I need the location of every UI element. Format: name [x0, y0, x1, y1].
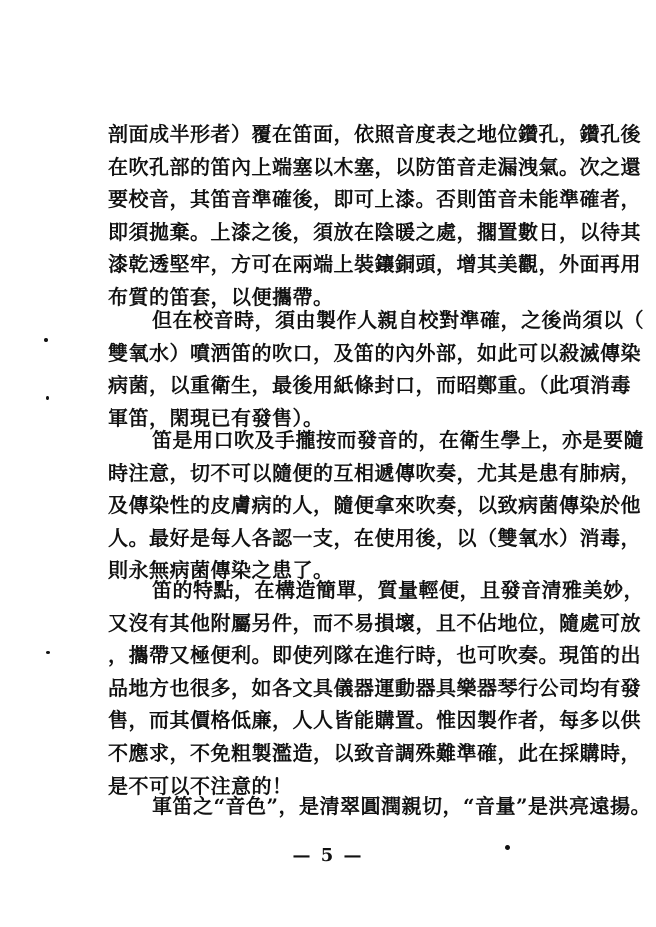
text-line: 品地方也很多，如各文具儀器運動器具樂器琴行公司均有發 — [108, 675, 641, 700]
text-line: 但在校音時，須由製作人親自校對準確，之後尚須以（ — [152, 308, 644, 332]
text-line: 笛是用口吹及手攏按而發音的，在衛生學上，亦是要隨 — [152, 428, 644, 452]
text-line: 病菌，以重衛生，最後用紙條封口，而昭鄭重。（此項消毒 — [108, 373, 631, 398]
text-line: 及傳染性的皮膚病的人，隨便拿來吹奏，以致病菌傳染於他 — [108, 493, 641, 518]
text-line: 售，而其價格低廉，人人皆能購置。惟因製作者，每多以供 — [108, 708, 641, 733]
text-line: 布質的笛套，以便攜帶。 — [108, 284, 334, 309]
scan-speck — [46, 651, 50, 654]
text-line: 不應求，不免粗製濫造，以致音調殊難準確，此在採購時， — [108, 740, 641, 765]
text-line: 軍笛，閑現已有發售）。 — [108, 405, 324, 430]
paragraph-5 — [108, 790, 652, 823]
text-line: 是不可以不注意的！ — [108, 773, 293, 798]
text-line: 漆乾透堅牢，方可在兩端上裝鑲銅頭，增其美觀，外面再用 — [108, 252, 641, 277]
text-line: 則永無病菌傳染之患了。 — [108, 558, 334, 583]
text-line: 笛的特點，在構造簡單，質量輕便，且發音清雅美妙， — [152, 578, 644, 602]
paragraph-3 — [108, 424, 644, 587]
text-line: 軍笛之“音色”，是清翠圓潤親切，“音量”是洪亮遠揚。 — [152, 794, 652, 818]
text-line: 要校音，其笛音準確後，即可上漆。否則笛音未能準確者， — [108, 187, 641, 212]
paragraph-4 — [108, 574, 644, 802]
text-line: 即須拋棄。上漆之後，須放在陰暖之處，擱置數日，以待其 — [108, 219, 641, 244]
scan-speck — [44, 338, 48, 342]
text-line: 時注意，切不可以隨便的互相遞傳吹奏，尤其是患有肺病， — [108, 460, 641, 485]
text-line: 人。最好是每人各認一支，在使用後，以（雙氧水）消毒， — [108, 525, 641, 550]
scan-speck — [505, 845, 510, 850]
text-line: ，攜帶又極便利。即使列隊在進行時，也可吹奏。現笛的出 — [108, 643, 641, 668]
paragraph-2 — [108, 304, 644, 434]
scan-speck — [46, 396, 49, 400]
page-number: — 5 — — [292, 845, 364, 866]
text-line: 又沒有其他附屬另件，而不易損壞，且不佔地位，隨處可放 — [108, 610, 641, 635]
text-line: 剖面成半形者）覆在笛面，依照音度表之地位鑽孔，鑽孔後 — [108, 122, 641, 146]
text-line: 雙氧水）噴洒笛的吹口，及笛的內外部，如此可以殺滅傳染 — [108, 340, 641, 365]
text-line: 在吹孔部的笛內上端塞以木塞，以防笛音走漏洩氣。次之還 — [108, 154, 641, 179]
paragraph-1 — [108, 118, 641, 314]
